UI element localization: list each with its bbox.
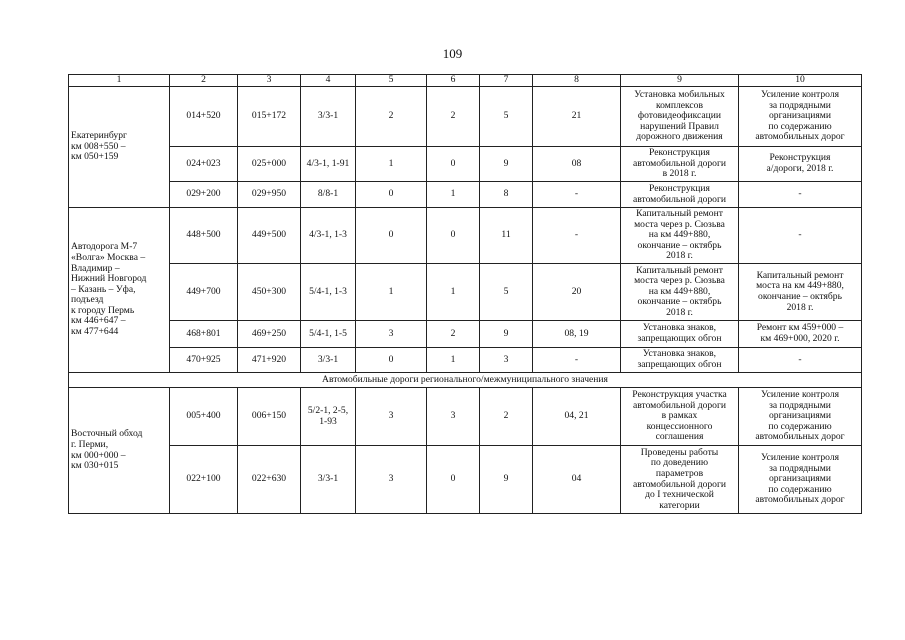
value-cell-6: 0	[427, 446, 480, 514]
accident-stats-cell: 4/3-1, 1-91	[301, 147, 356, 182]
column-number-row	[69, 75, 862, 87]
km-end-cell: 015+172	[238, 87, 301, 147]
measures-cell: Установка мобильных комплексов фотовидеофиксации нарушений Правил дорожного движения	[621, 87, 739, 147]
km-end-cell: 029+950	[238, 182, 301, 208]
code-cell: -	[533, 348, 621, 373]
km-start-cell: 024+023	[170, 147, 238, 182]
accident-stats-cell: 5/4-1, 1-5	[301, 321, 356, 348]
accident-stats-cell: 3/3-1	[301, 446, 356, 514]
km-start-cell: 468+801	[170, 321, 238, 348]
km-end-cell: 449+500	[238, 208, 301, 264]
column-number: 2	[170, 75, 238, 87]
code-cell: -	[533, 182, 621, 208]
actions-cell: Реконструкция а/дороги, 2018 г.	[739, 147, 862, 182]
table-row	[69, 87, 862, 147]
measures-cell: Капитальный ремонт моста через р. Сюзьва на км 449+880, окончание – октябрь 2018 г.	[621, 264, 739, 321]
value-cell-6: 1	[427, 182, 480, 208]
accident-stats-cell: 5/4-1, 1-3	[301, 264, 356, 321]
code-cell: 20	[533, 264, 621, 321]
accident-stats-cell: 3/3-1	[301, 87, 356, 147]
actions-cell: -	[739, 182, 862, 208]
km-end-cell: 469+250	[238, 321, 301, 348]
measures-cell: Проведены работы по доведению параметров автомобильной дороги до I технической категории	[621, 446, 739, 514]
value-cell-5: 3	[356, 321, 427, 348]
accident-stats-cell: 8/8-1	[301, 182, 356, 208]
actions-cell: Усиление контроля за подрядными организациями по содержанию автомобильных дорог	[739, 87, 862, 147]
table-row	[69, 446, 862, 514]
column-number: 9	[621, 75, 739, 87]
actions-cell: Усиление контроля за подрядными организациями по содержанию автомобильных дорог	[739, 446, 862, 514]
value-cell-7: 9	[480, 147, 533, 182]
measures-cell: Реконструкция автомобильной дороги в 2018 г.	[621, 147, 739, 182]
road-table	[68, 74, 862, 514]
accident-stats-cell: 4/3-1, 1-3	[301, 208, 356, 264]
column-number: 5	[356, 75, 427, 87]
table-row	[69, 182, 862, 208]
actions-cell: Ремонт км 459+000 – км 469+000, 2020 г.	[739, 321, 862, 348]
km-start-cell: 449+700	[170, 264, 238, 321]
km-start-cell: 014+520	[170, 87, 238, 147]
value-cell-7: 9	[480, 321, 533, 348]
column-number: 6	[427, 75, 480, 87]
column-number: 1	[69, 75, 170, 87]
value-cell-7: 5	[480, 264, 533, 321]
value-cell-7: 5	[480, 87, 533, 147]
km-start-cell: 448+500	[170, 208, 238, 264]
km-end-cell: 022+630	[238, 446, 301, 514]
section-row	[69, 373, 862, 388]
value-cell-5: 3	[356, 388, 427, 446]
actions-cell: Капитальный ремонт моста на км 449+880, окончание – октябрь 2018 г.	[739, 264, 862, 321]
road-name-cell	[69, 388, 170, 514]
table-row	[69, 264, 862, 321]
value-cell-6: 2	[427, 87, 480, 147]
km-start-cell: 005+400	[170, 388, 238, 446]
km-end-cell: 006+150	[238, 388, 301, 446]
value-cell-5: 0	[356, 208, 427, 264]
measures-cell: Установка знаков, запрещающих обгон	[621, 348, 739, 373]
table-row	[69, 147, 862, 182]
accident-stats-cell: 5/2-1, 2-5, 1-93	[301, 388, 356, 446]
section-title: Автомобильные дороги регионального/межмуниципального значения	[69, 373, 862, 388]
table-row	[69, 348, 862, 373]
km-start-cell: 470+925	[170, 348, 238, 373]
value-cell-6: 1	[427, 264, 480, 321]
km-end-cell: 450+300	[238, 264, 301, 321]
value-cell-5: 3	[356, 446, 427, 514]
code-cell: 08	[533, 147, 621, 182]
table-row	[69, 388, 862, 446]
km-end-cell: 471+920	[238, 348, 301, 373]
value-cell-7: 8	[480, 182, 533, 208]
value-cell-7: 11	[480, 208, 533, 264]
value-cell-5: 2	[356, 87, 427, 147]
road-name: Автодорога М-7 «Волга» Москва – Владимир – Нижний Новгород – Казань – Уфа, подъезд к городу Пермь км 446+647 – км 477+644	[71, 241, 147, 338]
value-cell-5: 0	[356, 182, 427, 208]
code-cell: 04, 21	[533, 388, 621, 446]
value-cell-5: 0	[356, 348, 427, 373]
page-number: 109	[442, 46, 463, 61]
value-cell-6: 0	[427, 147, 480, 182]
road-name: Восточный обход г. Перми, км 000+000 – км 030+015	[71, 428, 143, 472]
table-row	[69, 208, 862, 264]
value-cell-6: 1	[427, 348, 480, 373]
actions-cell: -	[739, 208, 862, 264]
value-cell-5: 1	[356, 264, 427, 321]
code-cell: 08, 19	[533, 321, 621, 348]
column-number: 4	[301, 75, 356, 87]
value-cell-5: 1	[356, 147, 427, 182]
column-number: 8	[533, 75, 621, 87]
code-cell: -	[533, 208, 621, 264]
measures-cell: Капитальный ремонт моста через р. Сюзьва на км 449+880, окончание – октябрь 2018 г.	[621, 208, 739, 264]
code-cell: 21	[533, 87, 621, 147]
column-number: 3	[238, 75, 301, 87]
column-number: 10	[739, 75, 862, 87]
table-row	[69, 321, 862, 348]
actions-cell: Усиление контроля за подрядными организациями по содержанию автомобильных дорог	[739, 388, 862, 446]
accident-stats-cell: 3/3-1	[301, 348, 356, 373]
value-cell-7: 3	[480, 348, 533, 373]
value-cell-7: 9	[480, 446, 533, 514]
road-name-cell	[69, 87, 170, 208]
road-name: Екатеринбург км 008+550 – км 050+159	[71, 130, 127, 163]
measures-cell: Реконструкция автомобильной дороги	[621, 182, 739, 208]
value-cell-6: 2	[427, 321, 480, 348]
column-number: 7	[480, 75, 533, 87]
km-end-cell: 025+000	[238, 147, 301, 182]
km-start-cell: 029+200	[170, 182, 238, 208]
km-start-cell: 022+100	[170, 446, 238, 514]
road-name-cell	[69, 208, 170, 373]
value-cell-6: 0	[427, 208, 480, 264]
value-cell-6: 3	[427, 388, 480, 446]
measures-cell: Реконструкция участка автомобильной дороги в рамках концессионного соглашения	[621, 388, 739, 446]
value-cell-7: 2	[480, 388, 533, 446]
actions-cell: -	[739, 348, 862, 373]
code-cell: 04	[533, 446, 621, 514]
measures-cell: Установка знаков, запрещающих обгон	[621, 321, 739, 348]
